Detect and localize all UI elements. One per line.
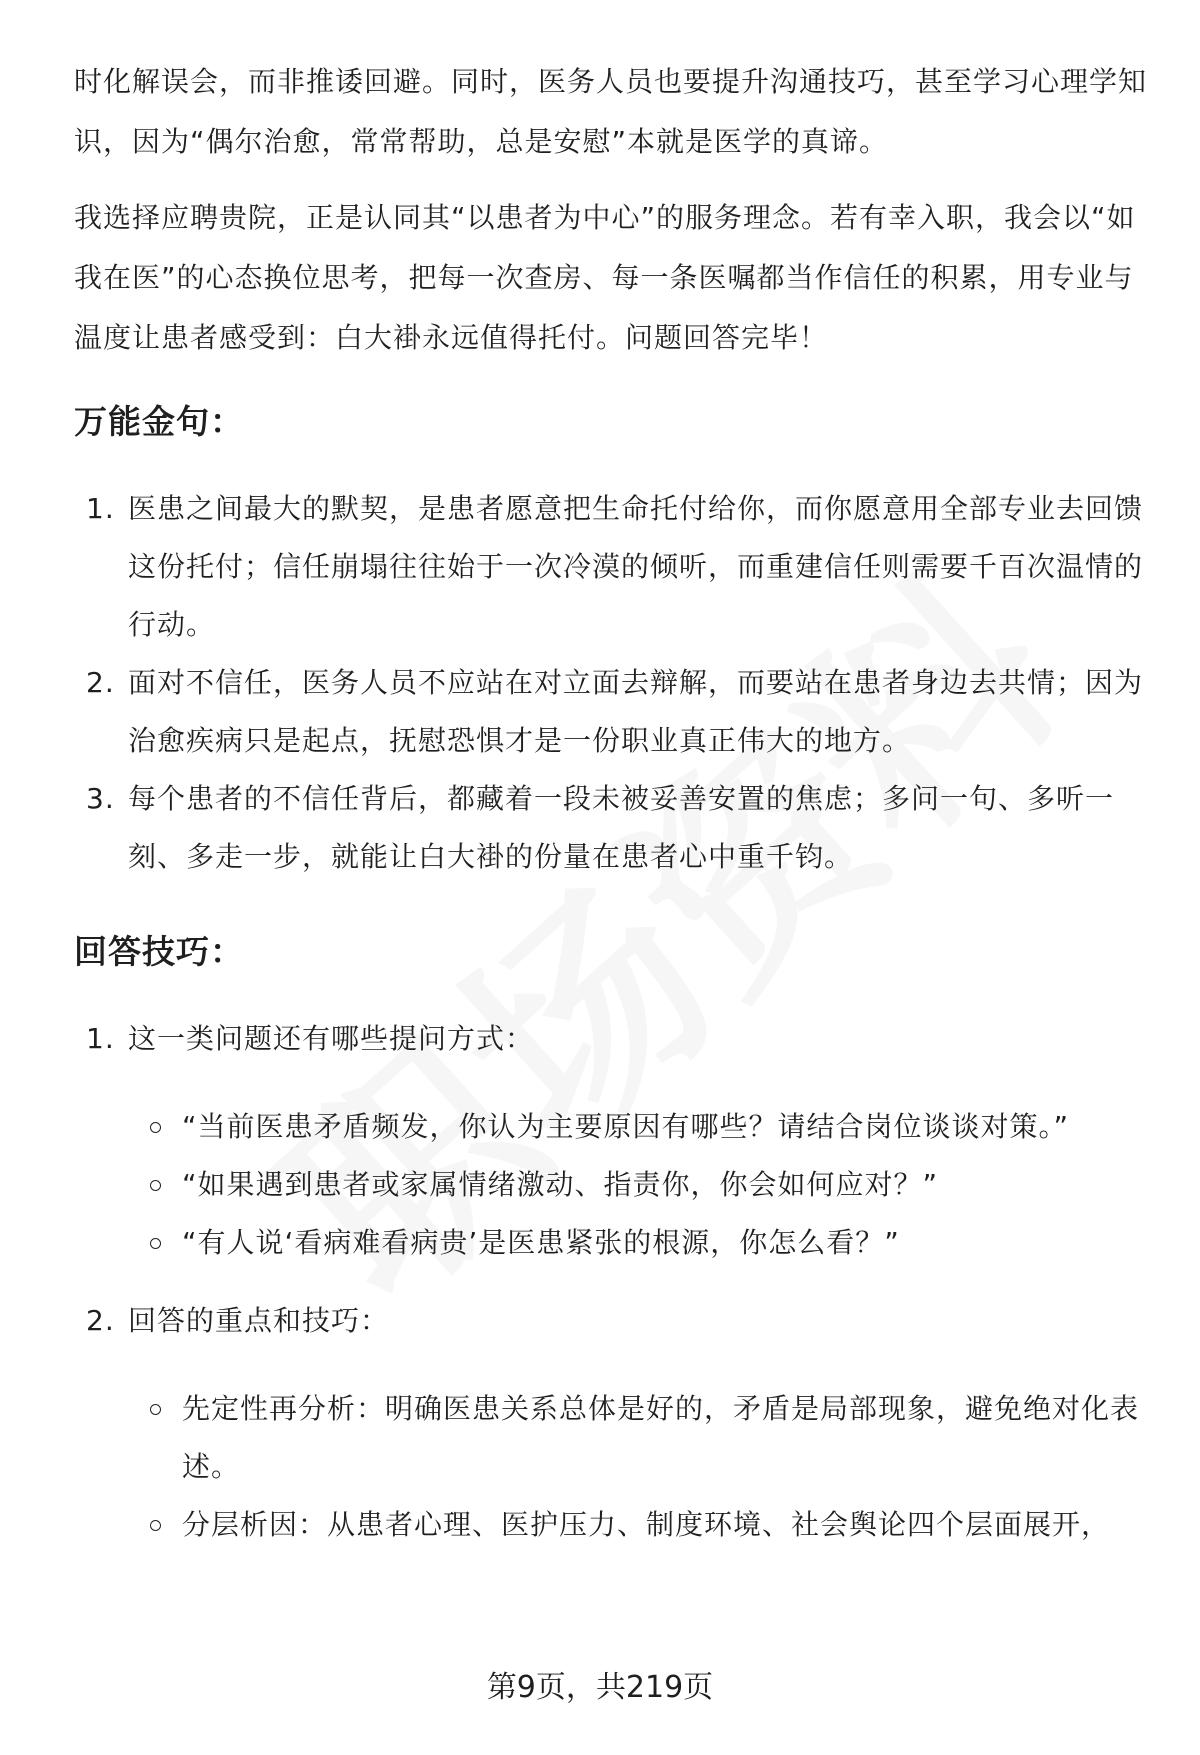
list-item-text: 面对不信任，医务人员不应站在对立面去辩解，而要站在患者身边去共情；因为治愈疾病只是起点，抚慰恐惧才是一份职业真正伟大的地方。 [128,666,1144,757]
sub-list-item [128,1156,1154,1214]
tips-heading: 回答技巧： [74,932,244,971]
sub-list-item [128,1214,1154,1272]
golden-quotes-heading: 万能金句： [74,402,244,441]
hollow-bullet-icon [150,1404,161,1415]
sub-list-item-text: 先定性再分析：明确医患关系总体是好的，矛盾是局部现象，避免绝对化表述。 [182,1392,1140,1483]
list-number: 1. [86,1022,115,1055]
page-number-footer: 第9页，共219页 [486,1670,714,1705]
list-number: 2. [86,1304,115,1337]
sub-list-item-text: 分层析因：从患者心理、医护压力、制度环境、社会舆论四个层面展开， [182,1508,1111,1541]
sub-list-item [128,1098,1154,1156]
page-content [74,52,1154,1574]
list-number: 2. [86,666,115,699]
list-item-text: 这一类问题还有哪些提问方式： [128,1022,535,1055]
list-item [74,770,1154,886]
sub-list-item [128,1380,1154,1496]
list-item-text: 医患之间最大的默契，是患者愿意把生命托付给你，而你愿意用全部专业去回馈这份托付；信任崩塌往往始于一次冷漠的倾听，而重建信任则需要千百次温情的行动。 [128,492,1144,641]
sub-list-item-text: “如果遇到患者或家属情绪激动、指责你，你会如何应对？” [182,1168,939,1201]
sub-list [74,1380,1154,1554]
hollow-bullet-icon [150,1238,161,1249]
intro-paragraph: 时化解误会，而非推诿回避。同时，医务人员也要提升沟通技巧，甚至学习心理学知识，因为“偶尔治愈，常常帮助，总是安慰”本就是医学的真谛。 [74,65,1148,158]
list-number: 1. [86,492,115,525]
list-item [74,654,1154,770]
list-item [74,480,1154,654]
hollow-bullet-icon [150,1122,161,1133]
sub-list-item-text: “当前医患矛盾频发，你认为主要原因有哪些？请结合岗位谈谈对策。” [182,1110,1070,1143]
list-item-text: 回答的重点和技巧： [128,1304,390,1337]
list-item [74,1292,1154,1554]
sub-list [74,1098,1154,1272]
hollow-bullet-icon [150,1520,161,1531]
sub-list-item [128,1496,1154,1554]
list-number: 3. [86,782,115,815]
sub-list-item-text: “有人说‘看病难看病贵’是医患紧张的根源，你怎么看？” [182,1226,900,1259]
list-item [74,1010,1154,1272]
hollow-bullet-icon [150,1180,161,1191]
golden-quotes-list [74,480,1154,886]
tips-list [74,1010,1154,1554]
intro-paragraph: 我选择应聘贵院，正是认同其“以患者为中心”的服务理念。若有幸入职，我会以“如我在医”的心态换位思考，把每一次查房、每一条医嘱都当作信任的积累，用专业与温度让患者感受到：白大褂永远值得托付。问题回答完毕！ [74,201,1136,354]
list-item-text: 每个患者的不信任背后，都藏着一段未被妥善安置的焦虑；多问一句、多听一刻、多走一步，就能让白大褂的份量在患者心中重千钧。 [128,782,1115,873]
